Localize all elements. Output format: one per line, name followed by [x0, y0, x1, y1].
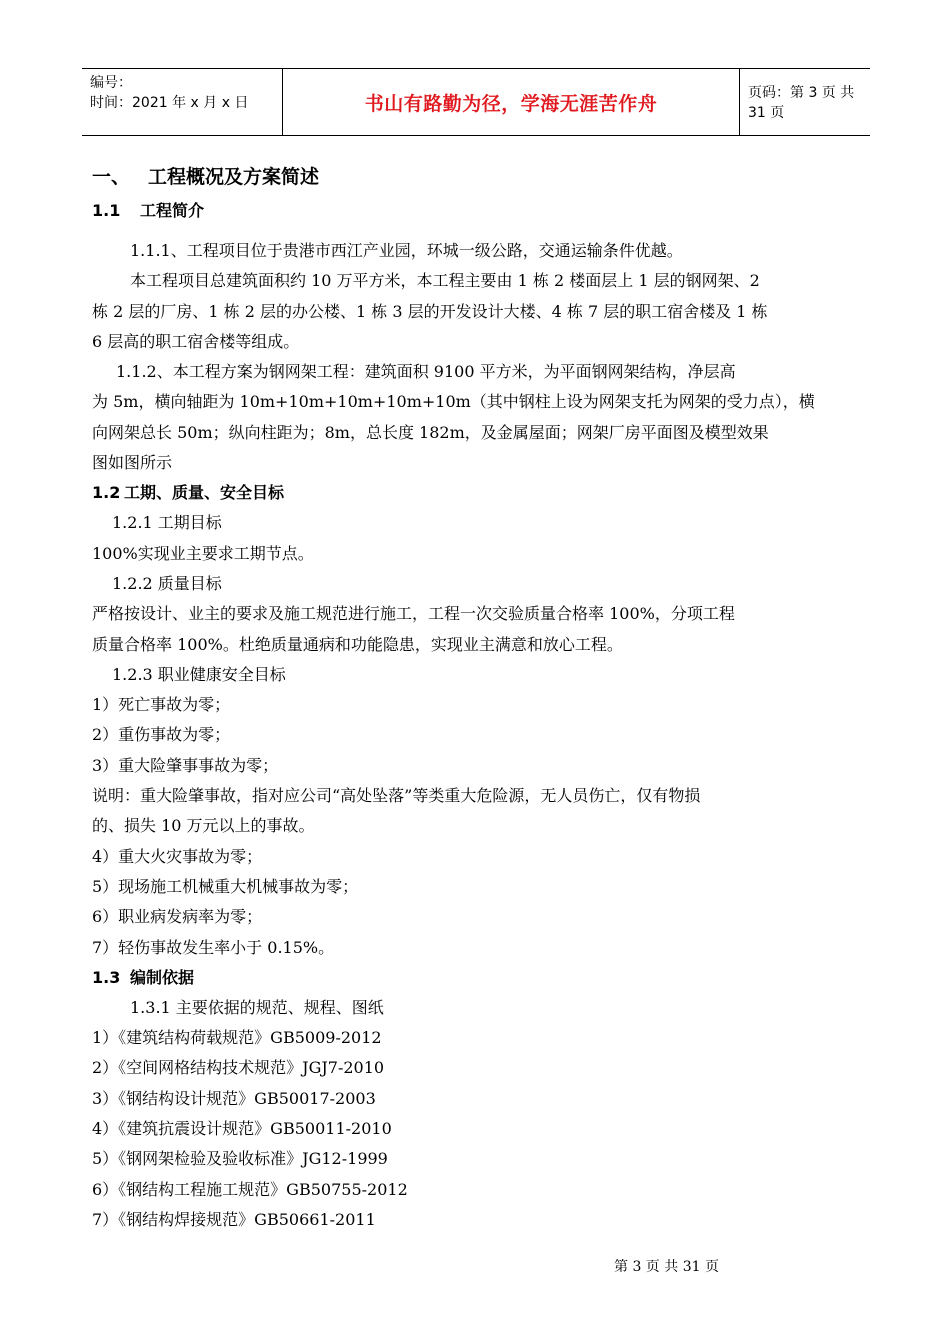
sub-heading: 1.2.2 质量目标 [112, 573, 222, 593]
paragraph-line: 向网架总长 50m；纵向柱距为；8m，总长度 182m，及金属屋面；网架厂房平面图及模型效果 [92, 422, 769, 442]
reference-item: 4）《建筑抗震设计规范》GB50011-2010 [92, 1119, 392, 1139]
header-page-label [740, 69, 870, 135]
header-time-label: 时间：2021 年 x 月 x 日 [90, 95, 249, 111]
reference-item: 6）《钢结构工程施工规范》GB50755-2012 [92, 1179, 408, 1199]
paragraph-line: 图如图所示 [92, 453, 173, 473]
paragraph-line: 本工程项目总建筑面积约 10 万平方米，本工程主要由 1 栋 2 楼面层上 1 层的钢网架、2 [130, 271, 760, 291]
header-page-text: 页码：第 3 页 共 31 页 [748, 85, 855, 121]
section-heading [92, 158, 862, 196]
paragraph-line: 质量合格率 100%。杜绝质量通病和功能隐患，实现业主满意和放心工程。 [92, 634, 623, 654]
subsection-title: 工程简介 [140, 201, 205, 220]
note-line: 说明：重大险肇事故，指对应公司“高处坠落”等类重大危险源，无人员伤亡，仅有物损 [92, 786, 701, 806]
sub-heading: 1.3.1 主要依据的规范、规程、图纸 [130, 997, 384, 1017]
list-item: 2）重伤事故为零； [92, 725, 231, 745]
subsection-number: 1.2 [92, 483, 121, 503]
paragraph-line: 严格按设计、业主的要求及施工规范进行施工，工程一次交验质量合格率 100%，分项工程 [92, 604, 735, 624]
subsection-heading-1-1 [92, 196, 862, 226]
subsection-heading-1-2 [92, 478, 862, 508]
paragraph-line: 栋 2 层的厂房、1 栋 2 层的办公楼、1 栋 3 层的开发设计大楼、4 栋 7 层的职工宿舍楼及 1 栋 [92, 301, 768, 321]
header-code-label: 编号： [90, 75, 132, 91]
paragraph-line: 6 层高的职工宿舍楼等组成。 [92, 331, 300, 351]
note-line: 的、损失 10 万元以上的事故。 [92, 816, 315, 836]
subsection-heading-1-3 [92, 963, 862, 993]
reference-item: 2）《空间网格结构技术规范》JGJ7-2010 [92, 1058, 385, 1078]
paragraph: 1.1.1、工程项目位于贵港市西江产业园，环城一级公路，交通运输条件优越。 [130, 241, 683, 260]
subsection-number: 1.1 [92, 201, 121, 220]
subsection-number: 1.3 [92, 967, 121, 987]
footer-page-number: 第 3 页 共 31 页 [614, 1259, 719, 1275]
list-item: 1）死亡事故为零； [92, 695, 231, 715]
list-item: 7）轻伤事故发生率小于 0.15%。 [92, 937, 335, 957]
list-item: 5）现场施工机械重大机械事故为零； [92, 876, 359, 896]
paragraph-line: 为 5m，横向轴距为 10m+10m+10m+10m+10m（其中钢柱上设为网架支托为网架的受力点），横 [92, 392, 815, 412]
paragraph: 100%实现业主要求工期节点。 [92, 543, 314, 563]
document-header [82, 68, 870, 136]
document-body [92, 158, 862, 1235]
subsection-title: 编制依据 [130, 967, 195, 987]
paragraph-line: 1.1.2、本工程方案为钢网架工程：建筑面积 9100 平方米，为平面钢网架结构，净层高 [116, 362, 736, 382]
sub-heading: 1.2.3 职业健康安全目标 [112, 664, 286, 684]
list-item: 6）职业病发病率为零； [92, 907, 263, 927]
section-title: 工程概况及方案简述 [148, 166, 320, 188]
reference-item: 7）《钢结构焊接规范》GB50661-2011 [92, 1209, 376, 1229]
reference-item: 1）《建筑结构荷载规范》GB5009-2012 [92, 1028, 382, 1048]
sub-heading: 1.2.1 工期目标 [112, 513, 222, 533]
header-meta [82, 69, 282, 135]
reference-item: 5）《钢网架检验及验收标准》JG12-1999 [92, 1149, 388, 1169]
list-item: 4）重大火灾事故为零； [92, 846, 263, 866]
section-number: 一、 [92, 166, 131, 188]
list-item: 3）重大险肇事事故为零； [92, 755, 279, 775]
subsection-title: 工期、质量、安全目标 [124, 483, 285, 503]
reference-item: 3）《钢结构设计规范》GB50017-2003 [92, 1088, 376, 1108]
header-motto: 书山有路勤为径，学海无涯苦作舟 [282, 69, 740, 135]
